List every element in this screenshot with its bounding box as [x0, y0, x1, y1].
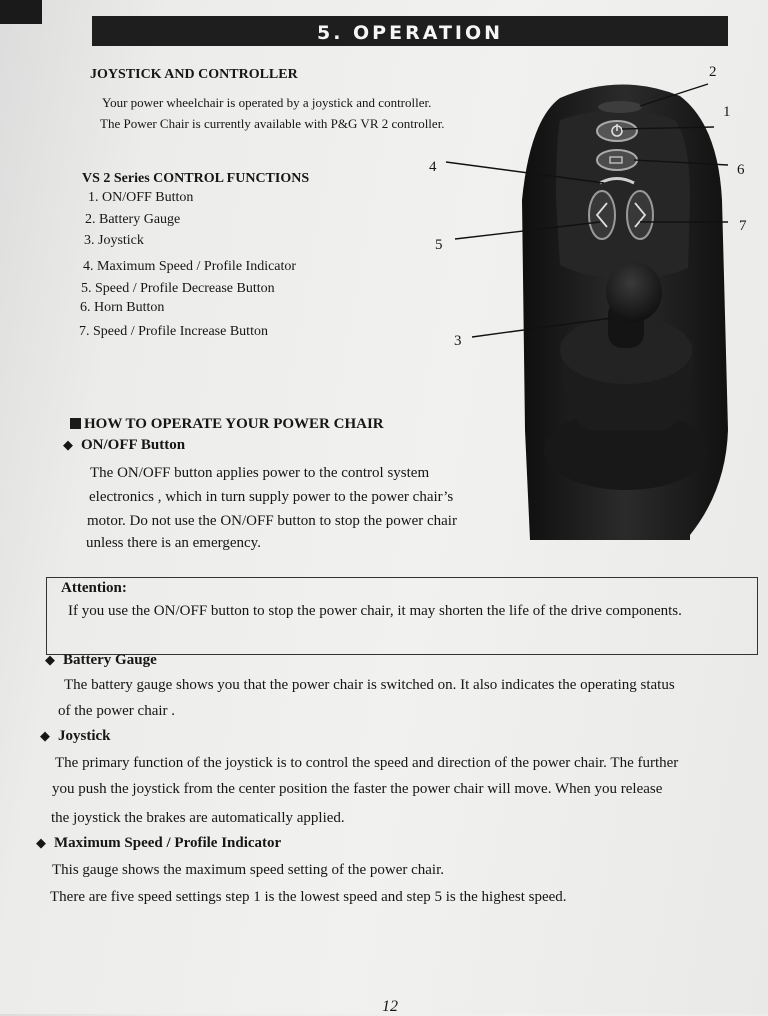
diamond-bullet-icon: ◆ [40, 728, 50, 743]
battery-line: of the power chair . [58, 703, 176, 719]
diamond-bullet-icon: ◆ [45, 652, 55, 667]
functions-heading: VS 2 Series CONTROL FUNCTIONS [82, 171, 310, 186]
callout-number: 4 [429, 159, 437, 175]
battery-heading [45, 652, 157, 669]
function-item: 5. Speed / Profile Decrease Button [81, 281, 275, 296]
onoff-line: motor. Do not use the ON/OFF button to stop the power chair [87, 513, 457, 529]
joystick-line: you push the joystick from the center position the faster the power chair will move. When you release [52, 781, 663, 797]
joystick-line: the joystick the brakes are automatically applied. [51, 810, 345, 826]
diamond-bullet-icon: ◆ [63, 437, 73, 452]
callout-number: 6 [737, 162, 745, 178]
speed-decrease-button-icon [589, 191, 615, 239]
callout-number: 7 [739, 218, 747, 234]
joystick-heading [40, 728, 111, 745]
battery-gauge-icon [598, 101, 642, 113]
callout-number: 3 [454, 333, 462, 349]
joystick-line: The primary function of the joystick is to control the speed and direction of the power chair. The further [55, 755, 679, 771]
intro-line-1: Your power wheelchair is operated by a joystick and controller. [102, 95, 432, 110]
onoff-line: The ON/OFF button applies power to the control system [90, 465, 430, 481]
speed-increase-button-icon [627, 191, 653, 239]
function-item: 4. Maximum Speed / Profile Indicator [83, 259, 297, 274]
operate-heading [70, 416, 384, 433]
operate-heading-text: HOW TO OPERATE YOUR POWER CHAIR [84, 416, 384, 432]
function-item: 6. Horn Button [80, 300, 165, 315]
max-speed-heading-text: Maximum Speed / Profile Indicator [54, 835, 282, 851]
function-item: 1. ON/OFF Button [88, 190, 194, 205]
function-item: 2. Battery Gauge [85, 212, 181, 227]
attention-text: If you use the ON/OFF button to stop the power chair, it may shorten the life of the drive components. [68, 603, 682, 619]
max-speed-line: There are five speed settings step 1 is the lowest speed and step 5 is the highest speed. [50, 889, 567, 905]
power-button-icon [597, 121, 637, 141]
battery-heading-text: Battery Gauge [63, 652, 157, 668]
max-speed-heading [36, 835, 281, 852]
section-title: 5. OPERATION [316, 22, 504, 44]
onoff-line: unless there is an emergency. [86, 535, 261, 551]
joystick-heading-text: Joystick [58, 728, 111, 744]
function-item: 3. Joystick [84, 233, 144, 248]
page-number: 12 [382, 998, 398, 1015]
attention-title: Attention: [61, 580, 127, 596]
intro-heading: JOYSTICK AND CONTROLLER [90, 67, 298, 82]
square-bullet-icon [70, 418, 81, 429]
callout-number: 2 [709, 64, 717, 80]
horn-button-icon [597, 150, 637, 170]
callout-number: 5 [435, 237, 443, 253]
onoff-line: electronics , which in turn supply power to the power chair’s [89, 489, 454, 505]
function-item: 7. Speed / Profile Increase Button [79, 324, 268, 339]
callout-number: 1 [723, 104, 731, 120]
diamond-bullet-icon: ◆ [36, 835, 46, 850]
onoff-heading-text: ON/OFF Button [81, 437, 186, 453]
battery-line: The battery gauge shows you that the power chair is switched on. It also indicates the operating status [64, 677, 675, 693]
onoff-heading [63, 437, 185, 454]
max-speed-line: This gauge shows the maximum speed setting of the power chair. [52, 862, 444, 878]
intro-line-2: The Power Chair is currently available with P&G VR 2 controller. [100, 116, 445, 131]
